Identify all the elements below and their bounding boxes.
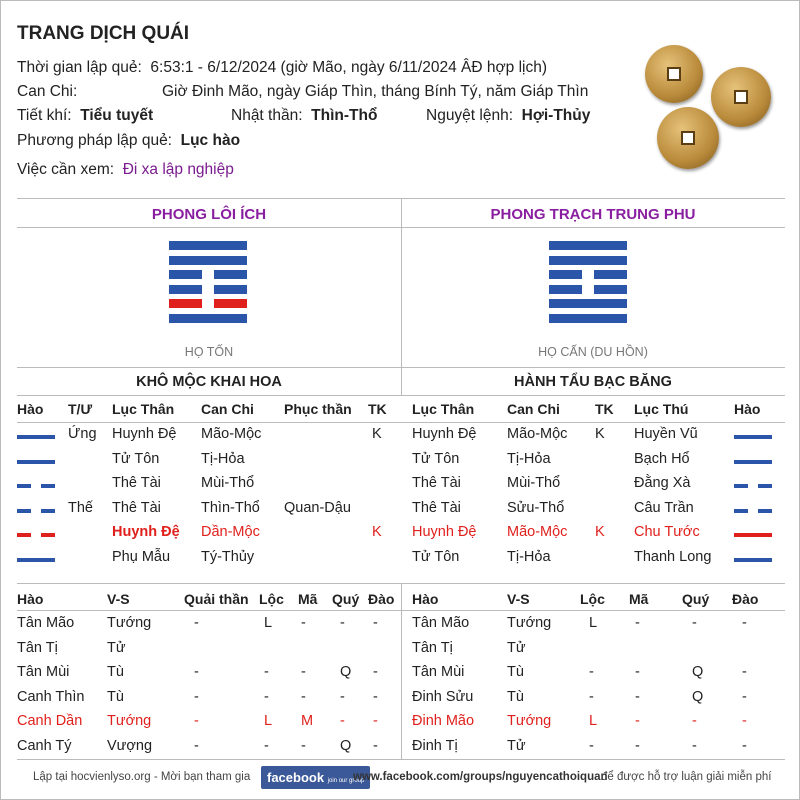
cell-luc_thu: Câu Trần xyxy=(634,499,694,516)
t2-cell-left: - xyxy=(301,688,306,705)
t2-header-right: V-S xyxy=(507,591,530,607)
t2-cell-right: - xyxy=(635,737,640,754)
cell-canchi: Dần-Mộc xyxy=(201,524,260,541)
t2-header-right: Quý xyxy=(682,591,710,607)
t1-header-r-canchi: Can Chi xyxy=(507,401,560,417)
info-time: Thời gian lập quẻ: 6:53:1 - 6/12/2024 (giờ Mão, ngày 6/11/2024 ÂĐ hợp lịch) xyxy=(17,59,547,76)
t2-cell-left: - xyxy=(373,737,378,754)
cell-r_canchi: Mão-Mộc xyxy=(507,426,568,442)
info-method: Phương pháp lập quẻ: Lục hào xyxy=(17,132,241,149)
hexagram-right-lines xyxy=(549,241,627,323)
t2-header-left: Quải thần xyxy=(184,591,249,607)
yao-line-left xyxy=(17,509,55,513)
t2-cell-right: Đinh Sửu xyxy=(412,688,474,705)
cell-luc_thu: Chu Tước xyxy=(634,524,700,541)
t2-cell-right: Q xyxy=(692,688,704,705)
t2-cell-right: L xyxy=(589,713,598,729)
hexagram-line xyxy=(169,299,247,308)
t2-cell-left: Canh Dần xyxy=(17,713,83,729)
t2-cell-left: - xyxy=(373,615,378,631)
yao-line-right xyxy=(734,435,772,439)
t1-header-lucthan: Lục Thân xyxy=(112,401,175,417)
divider xyxy=(17,759,785,760)
hexagram-line xyxy=(549,314,627,323)
info-nhatthan: Nhật thần: Thìn-Thổ xyxy=(231,107,378,124)
t2-cell-left: - xyxy=(194,713,199,729)
t2-cell-left: Tân Mão xyxy=(17,615,75,631)
t2-cell-left: Q xyxy=(340,737,352,754)
cell-r_lucthan: Huynh Đệ xyxy=(412,426,477,442)
yao-line-right xyxy=(734,460,772,464)
t1-header-r-hao: Hào xyxy=(734,401,761,417)
cell-canchi: Thìn-Thổ xyxy=(201,499,260,516)
t2-header-left: V-S xyxy=(107,591,130,607)
t2-cell-left: Canh Tý xyxy=(17,737,72,754)
t2-cell-right: Tướng xyxy=(507,713,552,729)
cell-canchi: Tị-Hỏa xyxy=(201,450,245,467)
t2-cell-right: - xyxy=(589,737,594,754)
cell-r_tk: K xyxy=(595,524,605,541)
yao-line-right xyxy=(734,533,772,537)
cell-lucthan: Huynh Đệ xyxy=(112,426,177,442)
hexagram-line xyxy=(169,270,247,279)
t2-cell-right: Q xyxy=(692,664,704,680)
t2-cell-left: Vượng xyxy=(107,737,153,754)
hexagram-left-name: PHONG LÔI ÍCH xyxy=(151,206,267,223)
t2-header-right: Lộc xyxy=(580,591,605,607)
t2-cell-right: Tù xyxy=(507,664,524,680)
t2-cell-right: - xyxy=(589,664,594,680)
info-canchi-label: Can Chi: xyxy=(17,83,78,100)
t2-cell-left: Q xyxy=(340,664,352,680)
t2-cell-left: - xyxy=(301,664,306,680)
t2-cell-left: - xyxy=(373,688,378,705)
cell-canchi: Mùi-Thổ xyxy=(201,475,255,492)
yao-line-left xyxy=(17,435,55,439)
cell-lucthan: Thê Tài xyxy=(112,499,161,516)
t2-cell-left: Tử xyxy=(107,639,126,656)
cell-r_canchi: Sửu-Thổ xyxy=(507,499,565,516)
t2-cell-right: - xyxy=(635,664,640,680)
t2-header-right: Đào xyxy=(732,591,759,607)
facebook-join-button[interactable]: facebook join our group xyxy=(261,766,370,789)
cell-lucthan: Huynh Đệ xyxy=(112,524,180,541)
hexagram-line xyxy=(169,314,247,323)
t2-cell-right: Tử xyxy=(507,737,526,754)
t2-cell-left: - xyxy=(194,664,199,680)
cell-r_lucthan: Huynh Đệ xyxy=(412,524,477,541)
t2-cell-left: Canh Thìn xyxy=(17,688,85,705)
hexagram-line xyxy=(549,270,627,279)
t2-cell-left: - xyxy=(373,713,378,729)
t2-cell-right: - xyxy=(742,688,747,705)
t2-cell-left: - xyxy=(301,615,306,631)
t2-cell-left: - xyxy=(340,688,345,705)
t2-header-left: Lộc xyxy=(259,591,284,607)
t2-cell-right: - xyxy=(742,713,747,729)
t1-header-canchi: Can Chi xyxy=(201,401,254,417)
divider xyxy=(17,395,785,396)
t2-header-left: Hào xyxy=(17,591,44,607)
t2-cell-left: - xyxy=(373,664,378,680)
yao-line-right xyxy=(734,558,772,562)
footer-left-text: Lập tại hocvienlyso.org - Mời bạn tham gia xyxy=(33,771,251,783)
t2-header-left: Mã xyxy=(298,591,318,607)
cell-phuc: Quan-Dậu xyxy=(284,499,351,516)
t2-cell-right: - xyxy=(589,688,594,705)
cell-r_lucthan: Tử Tôn xyxy=(412,549,460,565)
t2-cell-right: - xyxy=(635,615,640,631)
t2-cell-left: - xyxy=(194,737,199,754)
t2-cell-right: - xyxy=(635,713,640,729)
t2-cell-left: Tướng xyxy=(107,615,152,631)
yao-line-left xyxy=(17,484,55,488)
cell-tu: Ứng xyxy=(68,426,97,442)
cell-canchi: Tý-Thủy xyxy=(201,549,255,565)
info-nguyetlenh: Nguyệt lệnh: Hợi-Thủy xyxy=(426,107,591,124)
footer-url-link[interactable]: www.facebook.com/groups/nguyencathoiquan xyxy=(353,771,608,783)
hexagram-line xyxy=(169,285,247,294)
t2-cell-right: - xyxy=(692,737,697,754)
info-viec: Việc cần xem: Đi xa lập nghiệp xyxy=(17,161,234,178)
hexagram-left-ho: HỌ TỐN xyxy=(184,345,234,359)
t2-cell-right: - xyxy=(742,737,747,754)
t2-cell-left: - xyxy=(301,737,306,754)
cell-luc_thu: Bạch Hổ xyxy=(634,450,690,467)
divider xyxy=(17,422,785,423)
hexagram-line xyxy=(549,256,627,265)
t2-cell-left: - xyxy=(340,615,345,631)
t2-cell-right: - xyxy=(742,664,747,680)
footer xyxy=(1,763,800,793)
yao-line-right xyxy=(734,509,772,513)
coins-icon xyxy=(641,39,791,169)
t2-cell-left: L xyxy=(264,713,273,729)
t1-header-tk: TK xyxy=(368,401,387,417)
cell-tk: K xyxy=(372,426,382,442)
hexagram-line xyxy=(169,241,247,250)
t2-cell-left: Tướng xyxy=(107,713,152,729)
t2-cell-left: Tù xyxy=(107,664,124,680)
t2-header-left: Đào xyxy=(368,591,395,607)
t2-cell-left: Tân Mùi xyxy=(17,664,70,680)
t2-cell-left: - xyxy=(194,615,199,631)
info-canchi-value: Giờ Đinh Mão, ngày Giáp Thìn, tháng Bính Tý, năm Giáp Thìn xyxy=(162,83,589,100)
cell-r_tk: K xyxy=(595,426,605,442)
hexagram-line xyxy=(549,285,627,294)
cell-luc_thu: Đằng Xà xyxy=(634,475,691,492)
t1-header-r-lucthan: Lục Thân xyxy=(412,401,475,417)
t2-cell-right: L xyxy=(589,615,598,631)
cell-r_canchi: Tị-Hỏa xyxy=(507,549,551,565)
hexagram-line xyxy=(549,241,627,250)
cell-r_lucthan: Tử Tôn xyxy=(412,450,460,467)
t1-header-tu: T/Ư xyxy=(68,401,93,417)
hexagram-right-name: PHONG TRẠCH TRUNG PHU xyxy=(490,206,696,223)
t2-cell-left: - xyxy=(340,713,345,729)
hexagram-right-subtitle: HÀNH TẨU BẠC BĂNG xyxy=(514,374,672,390)
t2-cell-left: - xyxy=(264,664,269,680)
hexagram-line xyxy=(549,299,627,308)
t2-cell-left: L xyxy=(264,615,273,631)
footer-right-text: để được hỗ trợ luận giải miễn phí xyxy=(601,771,772,783)
t2-cell-right: Tân Mùi xyxy=(412,664,465,680)
cell-r_lucthan: Thê Tài xyxy=(412,499,461,516)
t1-header-lucthu: Lục Thú xyxy=(634,401,689,417)
t2-header-right: Hào xyxy=(412,591,439,607)
t1-header-phuc: Phục thần xyxy=(284,401,352,417)
t2-cell-left: - xyxy=(194,688,199,705)
t2-cell-right: - xyxy=(692,713,697,729)
t2-cell-right: - xyxy=(692,615,697,631)
t1-header-hao: Hào xyxy=(17,401,44,417)
cell-canchi: Mão-Mộc xyxy=(201,426,262,442)
yao-line-left xyxy=(17,533,55,537)
cell-luc_thu: Thanh Long xyxy=(634,549,712,565)
t2-cell-right: - xyxy=(742,615,747,631)
cell-lucthan: Tử Tôn xyxy=(112,450,160,467)
yao-line-right xyxy=(734,484,772,488)
t1-header-r-tk: TK xyxy=(595,401,614,417)
cell-r_canchi: Mão-Mộc xyxy=(507,524,568,541)
yao-line-left xyxy=(17,460,55,464)
cell-r_lucthan: Thê Tài xyxy=(412,475,461,492)
divider xyxy=(17,610,785,611)
t2-cell-right: Tù xyxy=(507,688,524,705)
t2-cell-right: Tân Mão xyxy=(412,615,470,631)
page-title: TRANG DỊCH QUÁI xyxy=(17,23,190,44)
t2-cell-left: - xyxy=(264,737,269,754)
time-value: 6:53:1 - 6/12/2024 (giờ Mão, ngày 6/11/2024 ÂĐ hợp lịch) xyxy=(150,59,547,76)
yao-line-left xyxy=(17,558,55,562)
cell-luc_thu: Huyền Vũ xyxy=(634,426,698,442)
t2-cell-right: Đinh Mão xyxy=(412,713,475,729)
t2-cell-left: Tù xyxy=(107,688,124,705)
divider xyxy=(401,198,402,367)
t2-cell-left: Tân Tị xyxy=(17,639,58,656)
hexagram-left-lines xyxy=(169,241,247,323)
hexagram-right-ho: HỌ CẤN (DU HỒN) xyxy=(538,345,648,359)
t2-cell-right: Tử xyxy=(507,639,526,656)
cell-lucthan: Thê Tài xyxy=(112,475,161,492)
cell-tk: K xyxy=(372,524,382,541)
t2-cell-left: M xyxy=(301,713,314,729)
hexagram-line xyxy=(169,256,247,265)
t2-header-right: Mã xyxy=(629,591,649,607)
t2-header-left: Quý xyxy=(332,591,360,607)
info-tietkhi: Tiết khí: Tiểu tuyết xyxy=(17,107,154,124)
cell-r_canchi: Mùi-Thổ xyxy=(507,475,561,492)
t2-cell-right: Tướng xyxy=(507,615,552,631)
t2-cell-left: - xyxy=(264,688,269,705)
t2-cell-right: Đinh Tị xyxy=(412,737,458,754)
hexagram-left-subtitle: KHÔ MỘC KHAI HOA xyxy=(136,374,282,390)
cell-r_canchi: Tị-Hỏa xyxy=(507,450,551,467)
t2-cell-right: Tân Tị xyxy=(412,639,453,656)
cell-lucthan: Phụ Mẫu xyxy=(112,549,171,565)
cell-tu: Thế xyxy=(68,499,93,516)
t2-cell-right: - xyxy=(635,688,640,705)
